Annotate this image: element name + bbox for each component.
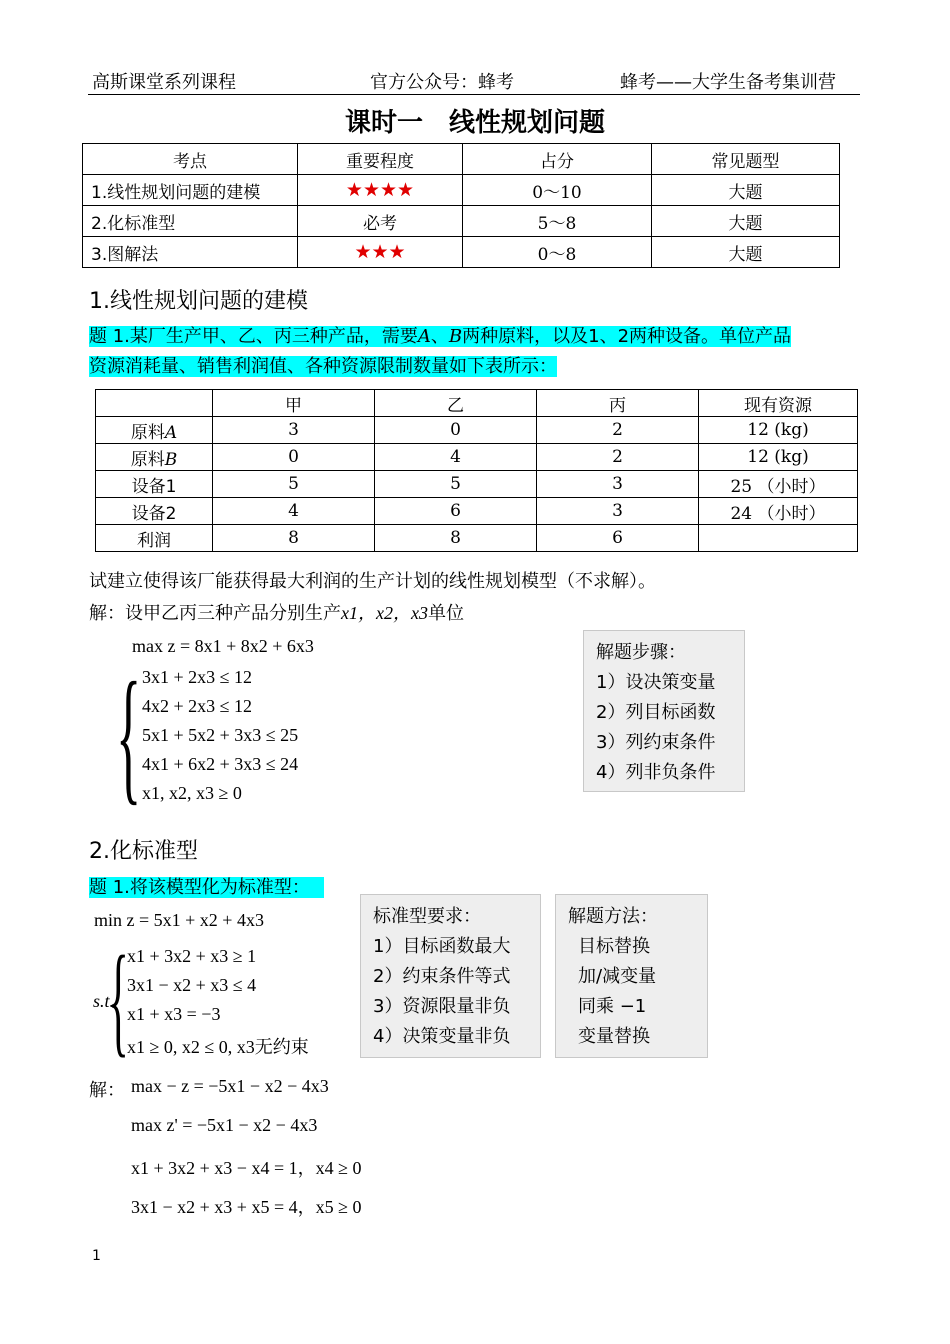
section-2-heading: 2.化标准型	[89, 839, 198, 864]
resource-cell: 24 （小时）	[699, 498, 858, 525]
constraint-brace: {	[116, 652, 142, 818]
constraint: x1 + x3 = −3	[127, 1004, 221, 1024]
constraint: 3x1 − x2 + x3 ≤ 4	[127, 975, 257, 995]
table-row	[96, 417, 858, 444]
header-cell: 乙	[375, 390, 537, 417]
problem-label: 题 1.某厂生产甲、乙、丙三种产品，需要A、B两种原料，以及1、2两种设备。单位产品 资源消耗量、销售利润值、各种资源限制数量如下表所示：	[89, 326, 792, 377]
constraint: x1, x2, x3 ≥ 0	[142, 783, 242, 803]
requirement-item: 4）决策变量非负	[373, 1026, 511, 1047]
row-label: 利润	[96, 525, 213, 552]
st-label: s.t.	[93, 991, 115, 1011]
value-cell: 3	[213, 417, 375, 444]
row-label: 原料B	[96, 444, 213, 471]
header-divider	[88, 94, 860, 95]
box-title: 标准型要求：	[373, 906, 481, 927]
method-item: 变量替换	[578, 1026, 650, 1047]
resource-table	[95, 389, 858, 552]
steps-box	[583, 630, 745, 792]
value-cell: 3	[537, 471, 699, 498]
constraint: 4x2 + 2x3 ≤ 12	[142, 696, 253, 716]
topic-cell: 2.化标准型	[83, 206, 298, 237]
importance-stars: ★★★★	[298, 175, 463, 206]
step-item: 2）列目标函数	[596, 702, 716, 723]
constraint: 3x1 + 2x3 ≤ 12	[142, 667, 253, 687]
header-cell: 考点	[83, 144, 298, 175]
value-cell: 4	[213, 498, 375, 525]
value-cell: 8	[375, 525, 537, 552]
header-right: 蜂考——大学生备考集训营	[620, 72, 836, 93]
importance-cell: 必考	[298, 206, 463, 237]
header-center: 官方公众号：蜂考	[370, 72, 514, 93]
requirement-item: 1）目标函数最大	[373, 936, 511, 957]
header-cell: 常见题型	[652, 144, 840, 175]
row-label: 设备1	[96, 471, 213, 498]
solution-label: 解：	[89, 1080, 125, 1101]
requirement-item: 3）资源限量非负	[373, 996, 511, 1017]
resource-cell	[699, 525, 858, 552]
type-cell: 大题	[652, 206, 840, 237]
solution-line: max z' = −5x1 − x2 − 4x3	[131, 1115, 318, 1135]
problem-1-text	[89, 322, 861, 382]
value-cell: 2	[537, 417, 699, 444]
value-cell: 5	[375, 471, 537, 498]
objective-2: min z = 5x1 + x2 + 4x3	[94, 910, 264, 930]
header-cell: 占分	[463, 144, 652, 175]
step-item: 3）列约束条件	[596, 732, 716, 753]
value-cell: 5	[213, 471, 375, 498]
steps-title: 解题步骤：	[596, 642, 686, 663]
score-cell: 0～10	[463, 175, 652, 206]
overview-table	[82, 143, 840, 268]
constraint: 4x1 + 6x2 + 3x3 ≤ 24	[142, 754, 299, 774]
table-row	[83, 175, 840, 206]
type-cell: 大题	[652, 237, 840, 268]
solution-intro: 解：设甲乙丙三种产品分别生产x1，x2，x3单位	[89, 603, 464, 624]
table-row	[83, 206, 840, 237]
value-cell: 0	[375, 417, 537, 444]
objective-1: max z = 8x1 + 8x2 + 6x3	[132, 636, 314, 656]
row-label: 原料A	[96, 417, 213, 444]
value-cell: 3	[537, 498, 699, 525]
method-item: 同乘 −1	[578, 996, 647, 1017]
section-1-heading: 1.线性规划问题的建模	[89, 289, 308, 314]
table-row	[96, 444, 858, 471]
table-row	[96, 525, 858, 552]
table-header-row	[96, 390, 858, 417]
resource-cell: 12 (kg)	[699, 444, 858, 471]
value-cell: 8	[213, 525, 375, 552]
method-item: 加/减变量	[578, 966, 657, 987]
constraint: x1 + 3x2 + x3 ≥ 1	[127, 946, 257, 966]
page-title: 课时一 线性规划问题	[344, 108, 605, 138]
topic-cell: 3.图解法	[83, 237, 298, 268]
header-left: 高斯课堂系列课程	[92, 72, 236, 93]
header-cell: 现有资源	[699, 390, 858, 417]
header-cell: 甲	[213, 390, 375, 417]
score-cell: 0～8	[463, 237, 652, 268]
value-cell: 6	[375, 498, 537, 525]
resource-cell: 25 （小时）	[699, 471, 858, 498]
step-item: 4）列非负条件	[596, 762, 716, 783]
table-row	[83, 237, 840, 268]
header-cell: 重要程度	[298, 144, 463, 175]
constraint: 5x1 + 5x2 + 3x3 ≤ 25	[142, 725, 299, 745]
constraint-brace: {	[108, 931, 129, 1068]
table-header-row	[83, 144, 840, 175]
topic-cell: 1.线性规划问题的建模	[83, 175, 298, 206]
constraint: x1 ≥ 0, x2 ≤ 0, x3无约束	[127, 1037, 309, 1057]
table-row	[96, 498, 858, 525]
value-cell: 2	[537, 444, 699, 471]
box-title: 解题方法：	[568, 906, 658, 927]
solution-line: x1 + 3x2 + x3 − x4 = 1，x4 ≥ 0	[131, 1158, 362, 1178]
question-text: 试建立使得该厂能获得最大利润的生产计划的线性规划模型（不求解）。	[89, 571, 656, 592]
method-box	[555, 894, 708, 1058]
page-number: 1	[92, 1248, 101, 1264]
value-cell: 0	[213, 444, 375, 471]
solution-line: max − z = −5x1 − x2 − 4x3	[131, 1076, 329, 1096]
requirement-item: 2）约束条件等式	[373, 966, 511, 987]
type-cell: 大题	[652, 175, 840, 206]
value-cell: 6	[537, 525, 699, 552]
problem-2-text: 题 1.将该模型化为标准型：	[89, 873, 324, 903]
resource-cell: 12 (kg)	[699, 417, 858, 444]
row-label: 设备2	[96, 498, 213, 525]
solution-line: 3x1 − x2 + x3 + x5 = 4，x5 ≥ 0	[131, 1197, 362, 1217]
step-item: 1）设决策变量	[596, 672, 716, 693]
header-cell: 丙	[537, 390, 699, 417]
value-cell: 4	[375, 444, 537, 471]
standard-requirements-box	[360, 894, 541, 1058]
importance-stars: ★★★	[298, 237, 463, 268]
method-item: 目标替换	[578, 936, 650, 957]
score-cell: 5～8	[463, 206, 652, 237]
table-row	[96, 471, 858, 498]
header-cell	[96, 390, 213, 417]
